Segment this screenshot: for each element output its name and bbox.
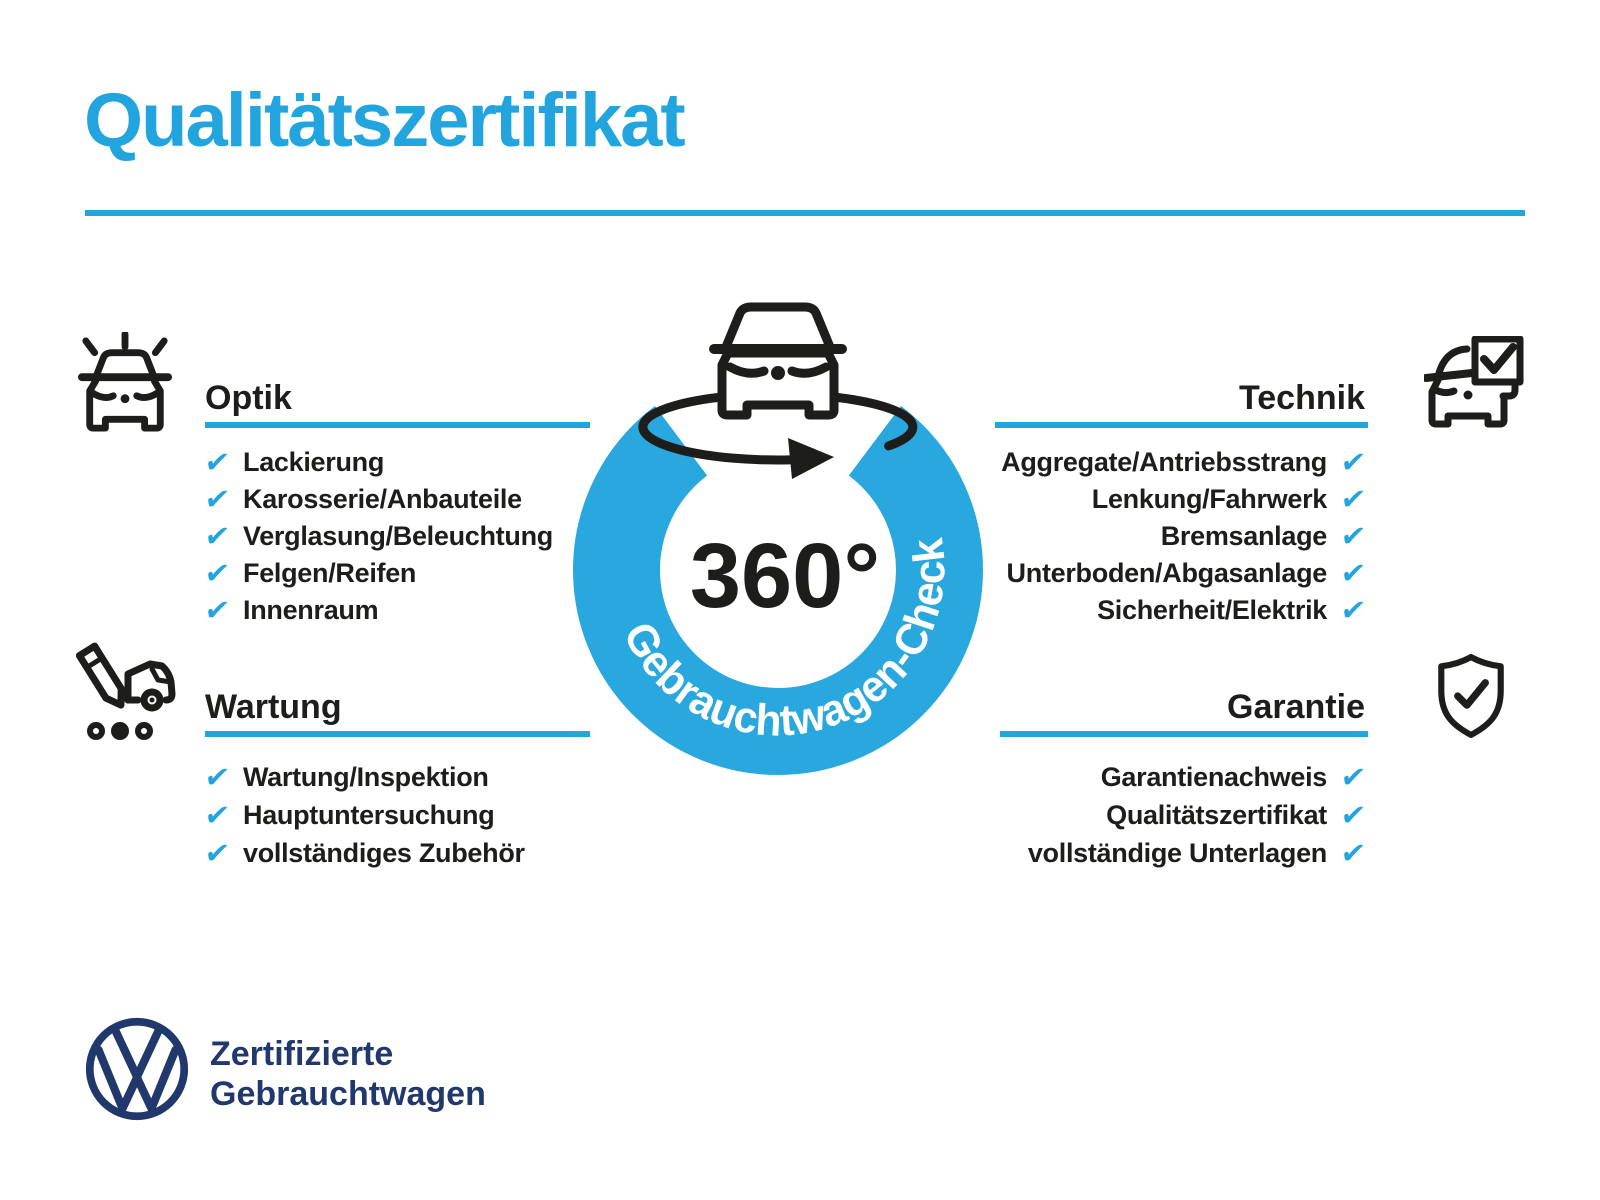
degrees-label: 360°: [689, 525, 881, 627]
check-icon: ✔: [1338, 556, 1368, 590]
check-icon: ✔: [1338, 759, 1368, 794]
shield-check-icon: [1437, 654, 1505, 738]
checklist-item-label: Felgen/Reifen: [243, 558, 417, 588]
checklist-item: [202, 834, 525, 872]
checklist-item: [765, 796, 1368, 834]
checklist-item-label: Unterboden/Abgasanlage: [1006, 558, 1327, 588]
checklist-item-label: Hauptuntersuchung: [243, 799, 495, 830]
section-title-technik: Technik: [1239, 379, 1365, 417]
check-icon: ✔: [1338, 797, 1368, 832]
checklist-wartung: [202, 758, 525, 872]
shining-car-icon: [76, 332, 174, 438]
check-icon: ✔: [202, 835, 232, 870]
checklist-item-label: Innenraum: [243, 595, 379, 625]
page-title: Qualitätszertifikat: [84, 78, 684, 163]
section-title-garantie: Garantie: [1227, 688, 1365, 726]
header-divider: [85, 210, 1525, 216]
check-icon: ✔: [202, 797, 232, 832]
checklist-item-label: Karosserie/Anbauteile: [243, 484, 522, 514]
check-icon: ✔: [202, 759, 232, 794]
checklist-item-label: Verglasung/Beleuchtung: [243, 521, 553, 551]
checklist-item-label: Garantienachweis: [1100, 761, 1327, 792]
section-underline-wartung: [205, 731, 590, 737]
section-underline-garantie: [1000, 731, 1368, 737]
check-icon: ✔: [202, 482, 232, 516]
checklist-optik: [202, 444, 553, 629]
checklist-item-label: Lackierung: [243, 447, 385, 477]
brand-line-1: Zertifizierte: [210, 1035, 394, 1073]
checklist-item: [202, 796, 525, 834]
brand-line-2: Gebrauchtwagen: [210, 1075, 486, 1113]
ring-label-text: Gebrauchtwagen-Check: [613, 535, 955, 746]
check-icon: ✔: [202, 445, 232, 479]
section-underline-optik: [205, 422, 590, 428]
check-icon: ✔: [202, 593, 232, 627]
check-icon: ✔: [202, 556, 232, 590]
pencil-van-icon: [76, 642, 181, 742]
checklist-item-label: Aggregate/Antriebsstrang: [1001, 447, 1327, 477]
checklist-item-label: Qualitätszertifikat: [1106, 799, 1327, 830]
checklist-item: [202, 481, 553, 518]
section-title-wartung: Wartung: [205, 688, 342, 726]
checklist-item-label: vollständiges Zubehör: [243, 837, 525, 868]
checklist-item-label: Sicherheit/Elektrik: [1097, 595, 1327, 625]
checklist-item-label: Bremsanlage: [1160, 521, 1327, 551]
checklist-item-label: vollständige Unterlagen: [1027, 837, 1327, 868]
check-icon: ✔: [1338, 445, 1368, 479]
checklist-item-label: Wartung/Inspektion: [243, 761, 489, 792]
section-title-optik: Optik: [205, 379, 292, 417]
checklist-item: [202, 592, 553, 629]
checklist-item: [202, 518, 553, 555]
check-icon: ✔: [1338, 482, 1368, 516]
check-icon: ✔: [1338, 835, 1368, 870]
car-checkbox-icon: [1424, 336, 1524, 432]
checklist-item: [202, 758, 525, 796]
checklist-item-label: Lenkung/Fahrwerk: [1091, 484, 1327, 514]
check-icon: ✔: [202, 519, 232, 553]
checklist-item: [765, 834, 1368, 872]
360-degree-check-badge: [540, 290, 1040, 800]
checklist-item: [202, 444, 553, 481]
brand-claim: [210, 1034, 486, 1114]
check-icon: ✔: [1338, 593, 1368, 627]
check-icon: ✔: [1338, 519, 1368, 553]
vw-logo: [84, 1016, 190, 1122]
section-underline-technik: [995, 422, 1368, 428]
checklist-item: [202, 555, 553, 592]
